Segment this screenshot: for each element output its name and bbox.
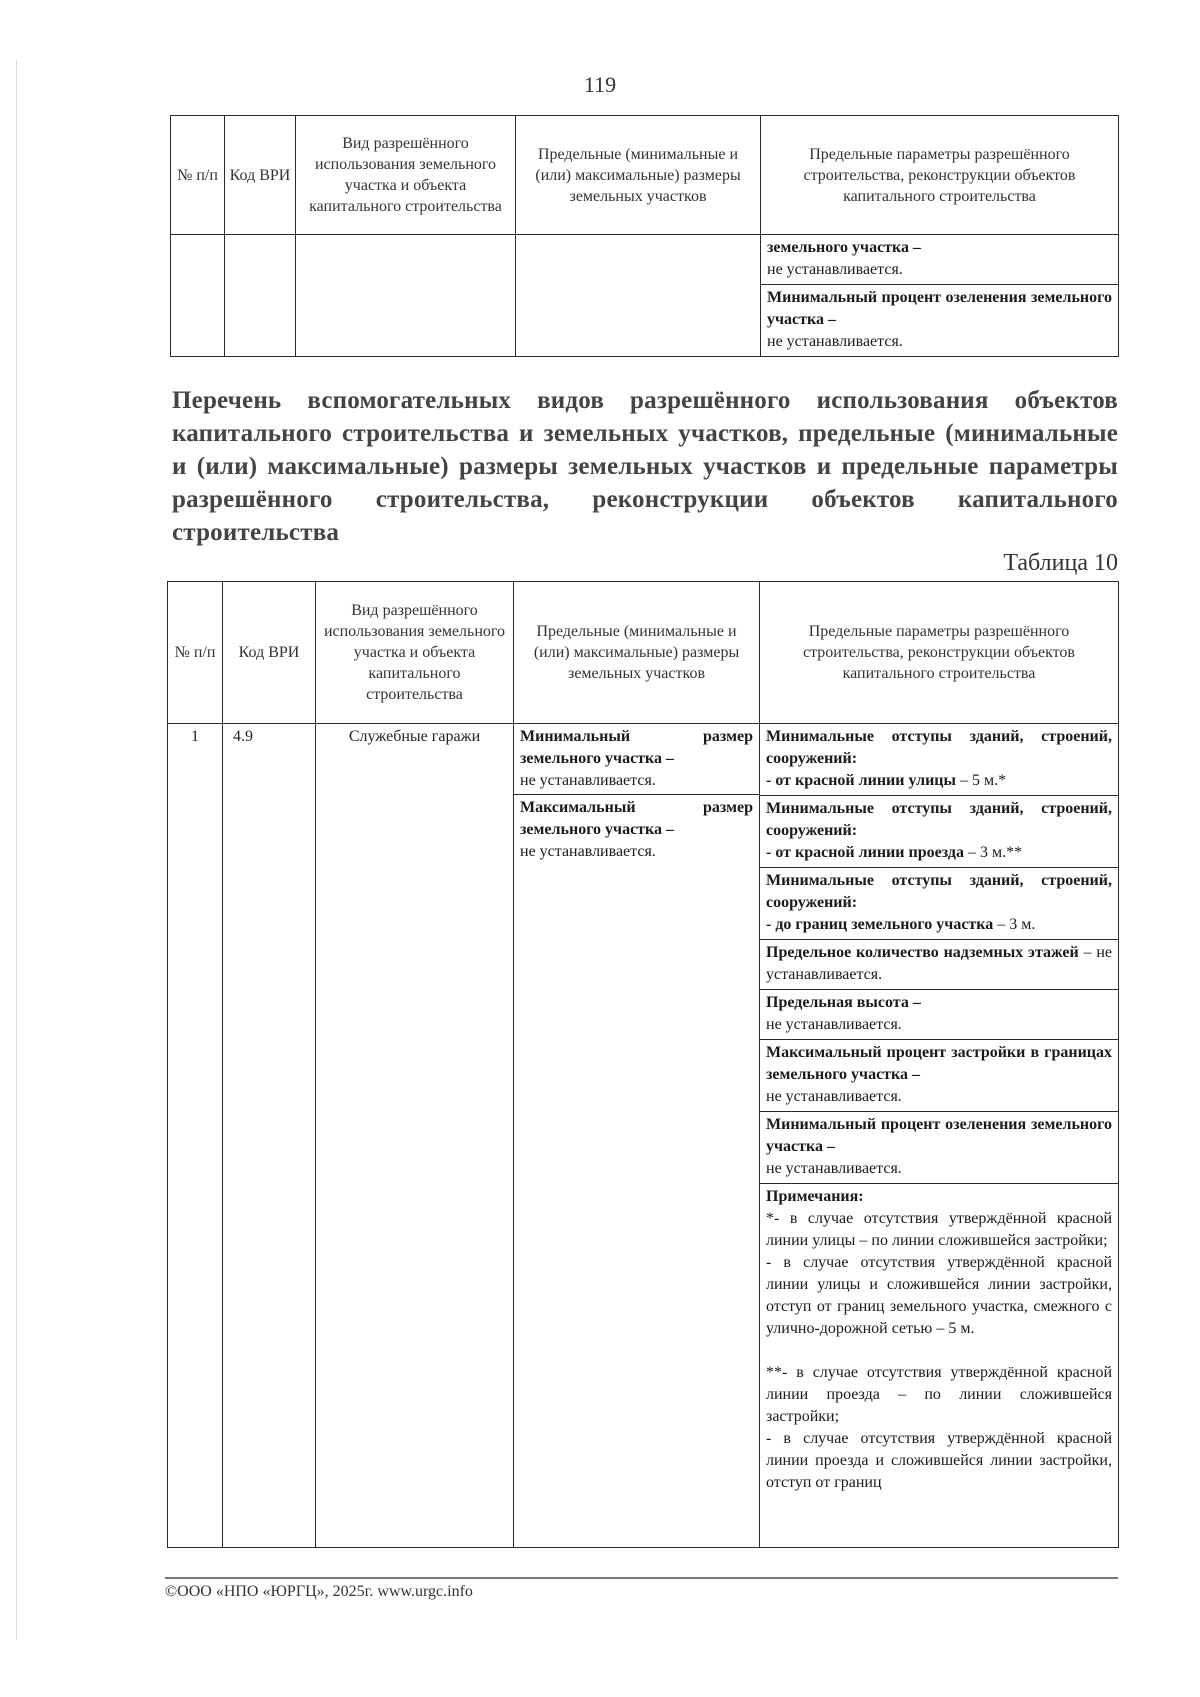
param-text: не устанавливается. [767, 261, 903, 278]
param-bold2: - от красной линии улицы [766, 772, 956, 789]
param-block [761, 285, 1118, 356]
scan-edge [16, 60, 17, 1640]
continuation-table [170, 115, 1119, 357]
empty-cell [296, 235, 516, 357]
header-num: № п/п [171, 116, 225, 235]
size-bold: Минимальный размер земельного участка – [520, 728, 753, 767]
param-text: не устанавливается. [766, 1160, 902, 1177]
param-block [760, 1040, 1118, 1112]
header-code: Код ВРИ [225, 116, 296, 235]
sizes-cell [514, 724, 760, 1548]
note-text: - в случае отсутствия утверждённой красной линии улицы и сложившейся линии застройки, отступ от границ земельного участка, смежного с улично-дорожной сетью – 5 м. [766, 1254, 1112, 1337]
table-label: Таблица 10 [1003, 550, 1118, 576]
size-block [514, 724, 759, 794]
header-num: № п/п [168, 582, 223, 724]
param-bold: Минимальные отступы зданий, строений, сооружений: [766, 800, 1112, 839]
param-text: не устанавливается. [767, 333, 903, 350]
row-code: 4.9 [223, 724, 316, 1548]
param-text: – 5 м.* [956, 772, 1007, 789]
param-block [760, 796, 1118, 868]
param-block [760, 940, 1118, 990]
param-bold: Предельная высота – [766, 994, 921, 1011]
param-block [760, 724, 1118, 796]
note-text: *- в случае отсутствия утверждённой красной линии улицы – по линии сложившейся застройки; [766, 1210, 1112, 1249]
param-bold: Минимальный процент озеленения земельного участка – [767, 289, 1112, 328]
footer-copyright: ©ООО «НПО «ЮРГЦ», 2025г. www.urgc.info [165, 1583, 473, 1600]
params-cell [760, 724, 1119, 1548]
param-bold: Максимальный процент застройки в границах земельного участка – [766, 1044, 1112, 1083]
section-caption: Перечень вспомогательных видов разрешённого использования объектов капитального строительства и земельных участков, предельные (минимальные и (или) максимальные) размеры земельных участков и предельные параметры разрешённого строительства, реконструкции объектов капитального строительства [172, 387, 1118, 546]
header-sizes: Предельные (минимальные и (или) максимальные) размеры земельных участков [516, 116, 761, 235]
size-text: не устанавливается. [520, 772, 656, 789]
param-bold: Предельное количество надземных этажей [766, 944, 1079, 961]
notes-block [760, 1184, 1118, 1497]
notes-title: Примечания: [766, 1188, 864, 1205]
header-code: Код ВРИ [223, 582, 316, 724]
row-type: Служебные гаражи [316, 724, 514, 1548]
row-num: 1 [168, 724, 223, 1548]
size-bold: Максимальный размер земельного участка – [520, 799, 753, 838]
note-text: - в случае отсутствия утверждённой красной линии проезда и сложившейся линии застройки, отступ от границ [766, 1430, 1112, 1491]
param-bold: Минимальные отступы зданий, строений, сооружений: [766, 728, 1112, 767]
param-text: не устанавливается. [766, 1088, 902, 1105]
size-block [514, 794, 759, 865]
param-bold2: - до границ земельного участка [766, 916, 994, 933]
empty-cell [171, 235, 225, 357]
param-text: – 3 м.** [963, 844, 1023, 861]
size-text: не устанавливается. [520, 843, 656, 860]
footer-rule [165, 1577, 1118, 1579]
page-number: 119 [583, 72, 617, 97]
param-block [761, 235, 1118, 285]
param-text: не устанавливается. [766, 1016, 902, 1033]
param-bold2: - от красной линии проезда [766, 844, 964, 861]
params-cell [761, 235, 1119, 357]
header-params: Предельные параметры разрешённого строительства, реконструкции объектов капитального строительства [760, 582, 1119, 724]
main-table [167, 581, 1119, 1548]
header-type: Вид разрешённого использования земельного участка и объекта капитального строительства [316, 582, 514, 724]
empty-cell [516, 235, 761, 357]
param-text: – 3 м. [993, 916, 1036, 933]
header-sizes: Предельные (минимальные и (или) максимальные) размеры земельных участков [514, 582, 760, 724]
param-bold: земельного участка – [767, 239, 922, 256]
header-params: Предельные параметры разрешённого строительства, реконструкции объектов капитального строительства [761, 116, 1119, 235]
param-block [760, 1112, 1118, 1184]
param-text: – не устанавливается. [766, 944, 1112, 983]
header-type: Вид разрешённого использования земельного участка и объекта капитального строительства [296, 116, 516, 235]
param-bold: Минимальный процент озеленения земельного участка – [766, 1116, 1112, 1155]
param-block [760, 990, 1118, 1040]
empty-cell [225, 235, 296, 357]
param-block [760, 868, 1118, 940]
note-spacer [766, 1340, 1112, 1362]
param-bold: Минимальные отступы зданий, строений, сооружений: [766, 872, 1112, 911]
note-text: **- в случае отсутствия утверждённой красной линии проезда – по линии сложившейся застройки; [766, 1364, 1112, 1425]
